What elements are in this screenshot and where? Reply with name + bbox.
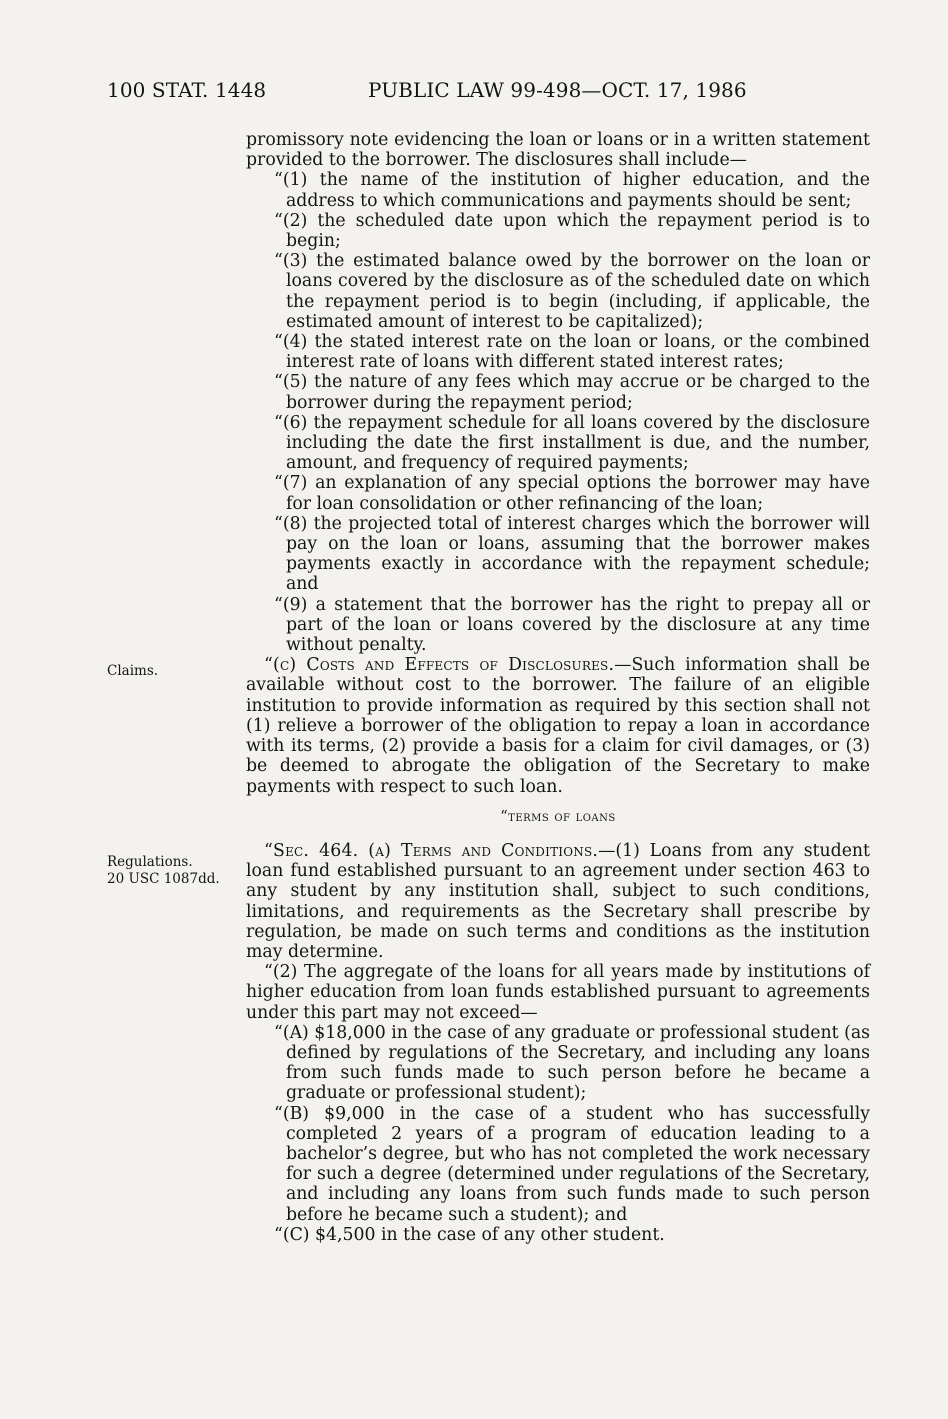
section-464-number: “Sec. 464. (a) (264, 840, 402, 861)
page-header (107, 78, 867, 108)
list-item-5: “(5) the nature of any fees which may accrue or be charged to the borrower during the repayment period; (274, 372, 870, 413)
subsection-a-heading: Terms and Conditions. (401, 840, 599, 861)
list-item-1: “(1) the name of the institution of higher education, and the address to which communications and payments should be sent; (274, 170, 870, 211)
subsection-c-heading: “(c) Costs and Effects of Disclosures. (264, 655, 615, 676)
paragraph-costs-effects (246, 655, 870, 796)
list-item-7: “(7) an explanation of any special options the borrower may have for loan consolidation or other refinancing of the loan; (274, 473, 870, 514)
margin-note-regulations: Regulations. (107, 854, 193, 870)
statute-page-number: 100 STAT. 1448 (107, 78, 267, 102)
list-item-6: “(6) the repayment schedule for all loans covered by the disclosure including the date the first installment is due, and the number, amount, and frequency of required payments; (274, 412, 870, 474)
list-item-4: “(4) the stated interest rate on the loan or loans, or the combined interest rate of loans with different stated interest rates; (274, 332, 870, 373)
list-item-2: “(2) the scheduled date upon which the repayment period is to begin; (274, 210, 870, 252)
subsection-c-text: —Such information shall be available without cost to the borrower. The failure of an eligible institution to provide information as required by this section shall not (1) relieve a borrower of the obligation to repay a loan in accordance with its terms, (2) provide a basis for a claim for civil damages, or (3) be deemed to abrogate the obligation of the Secretary to make payments with respect to such loan. (246, 655, 870, 797)
document-body (246, 130, 870, 1245)
margin-note-claims: Claims. (107, 663, 159, 679)
paragraph-disclosures-intro: promissory note evidencing the loan or loans or in a written statement provided to the borrower. The disclosures shall include— (246, 130, 870, 171)
list-item-A: “(A) $18,000 in the case of any graduate or professional student (as defined by regulations of the Secretary, and including any loans from such funds made to such person before he became a graduate or professional student); (274, 1022, 870, 1104)
list-item-9: “(9) a statement that the borrower has the right to prepay all or part of the loan or loans covered by the disclosure at any time without penalty. (274, 594, 870, 656)
margin-note-usc-citation: 20 USC 1087dd. (107, 871, 220, 887)
public-law-title: PUBLIC LAW 99-498—OCT. 17, 1986 (368, 78, 747, 102)
list-item-8: “(8) the projected total of interest charges which the borrower will pay on the loan or loans, assuming that the borrower makes payments exactly in accordance with the repayment schedule; and (274, 513, 870, 595)
list-item-C: “(C) $4,500 in the case of any other student. (274, 1224, 665, 1245)
list-item-3: “(3) the estimated balance owed by the borrower on the loan or loans covered by the disclosure as of the scheduled date on which the repayment period is to begin (including, if applicable, the estimated amount of interest to be capitalized); (274, 251, 870, 332)
section-heading-terms-of-loans: “terms of loans (500, 808, 616, 825)
paragraph-aggregate-loans: “(2) The aggregate of the loans for all years made by institutions of higher education from loan funds established pursuant to agreements under this part may not exceed— (246, 962, 870, 1023)
subsection-a-text: —(1) Loans from any student loan fund established pursuant to an agreement under section 463 to any student by any institution shall, subject to such conditions, limitations, and requirements as the Secretary shall prescribe by regulation, be made on such terms and conditions as the institution may determine. (246, 840, 870, 962)
paragraph-section-464 (246, 841, 870, 962)
list-item-B: “(B) $9,000 in the case of a student who has successfully completed 2 years of a program of education leading to a bachelor’s degree, but who has not completed the work necessary for such a degree (determined under regulations of the Secretary, and including any loans from such funds made to such person before he became such a student); and (274, 1103, 870, 1225)
